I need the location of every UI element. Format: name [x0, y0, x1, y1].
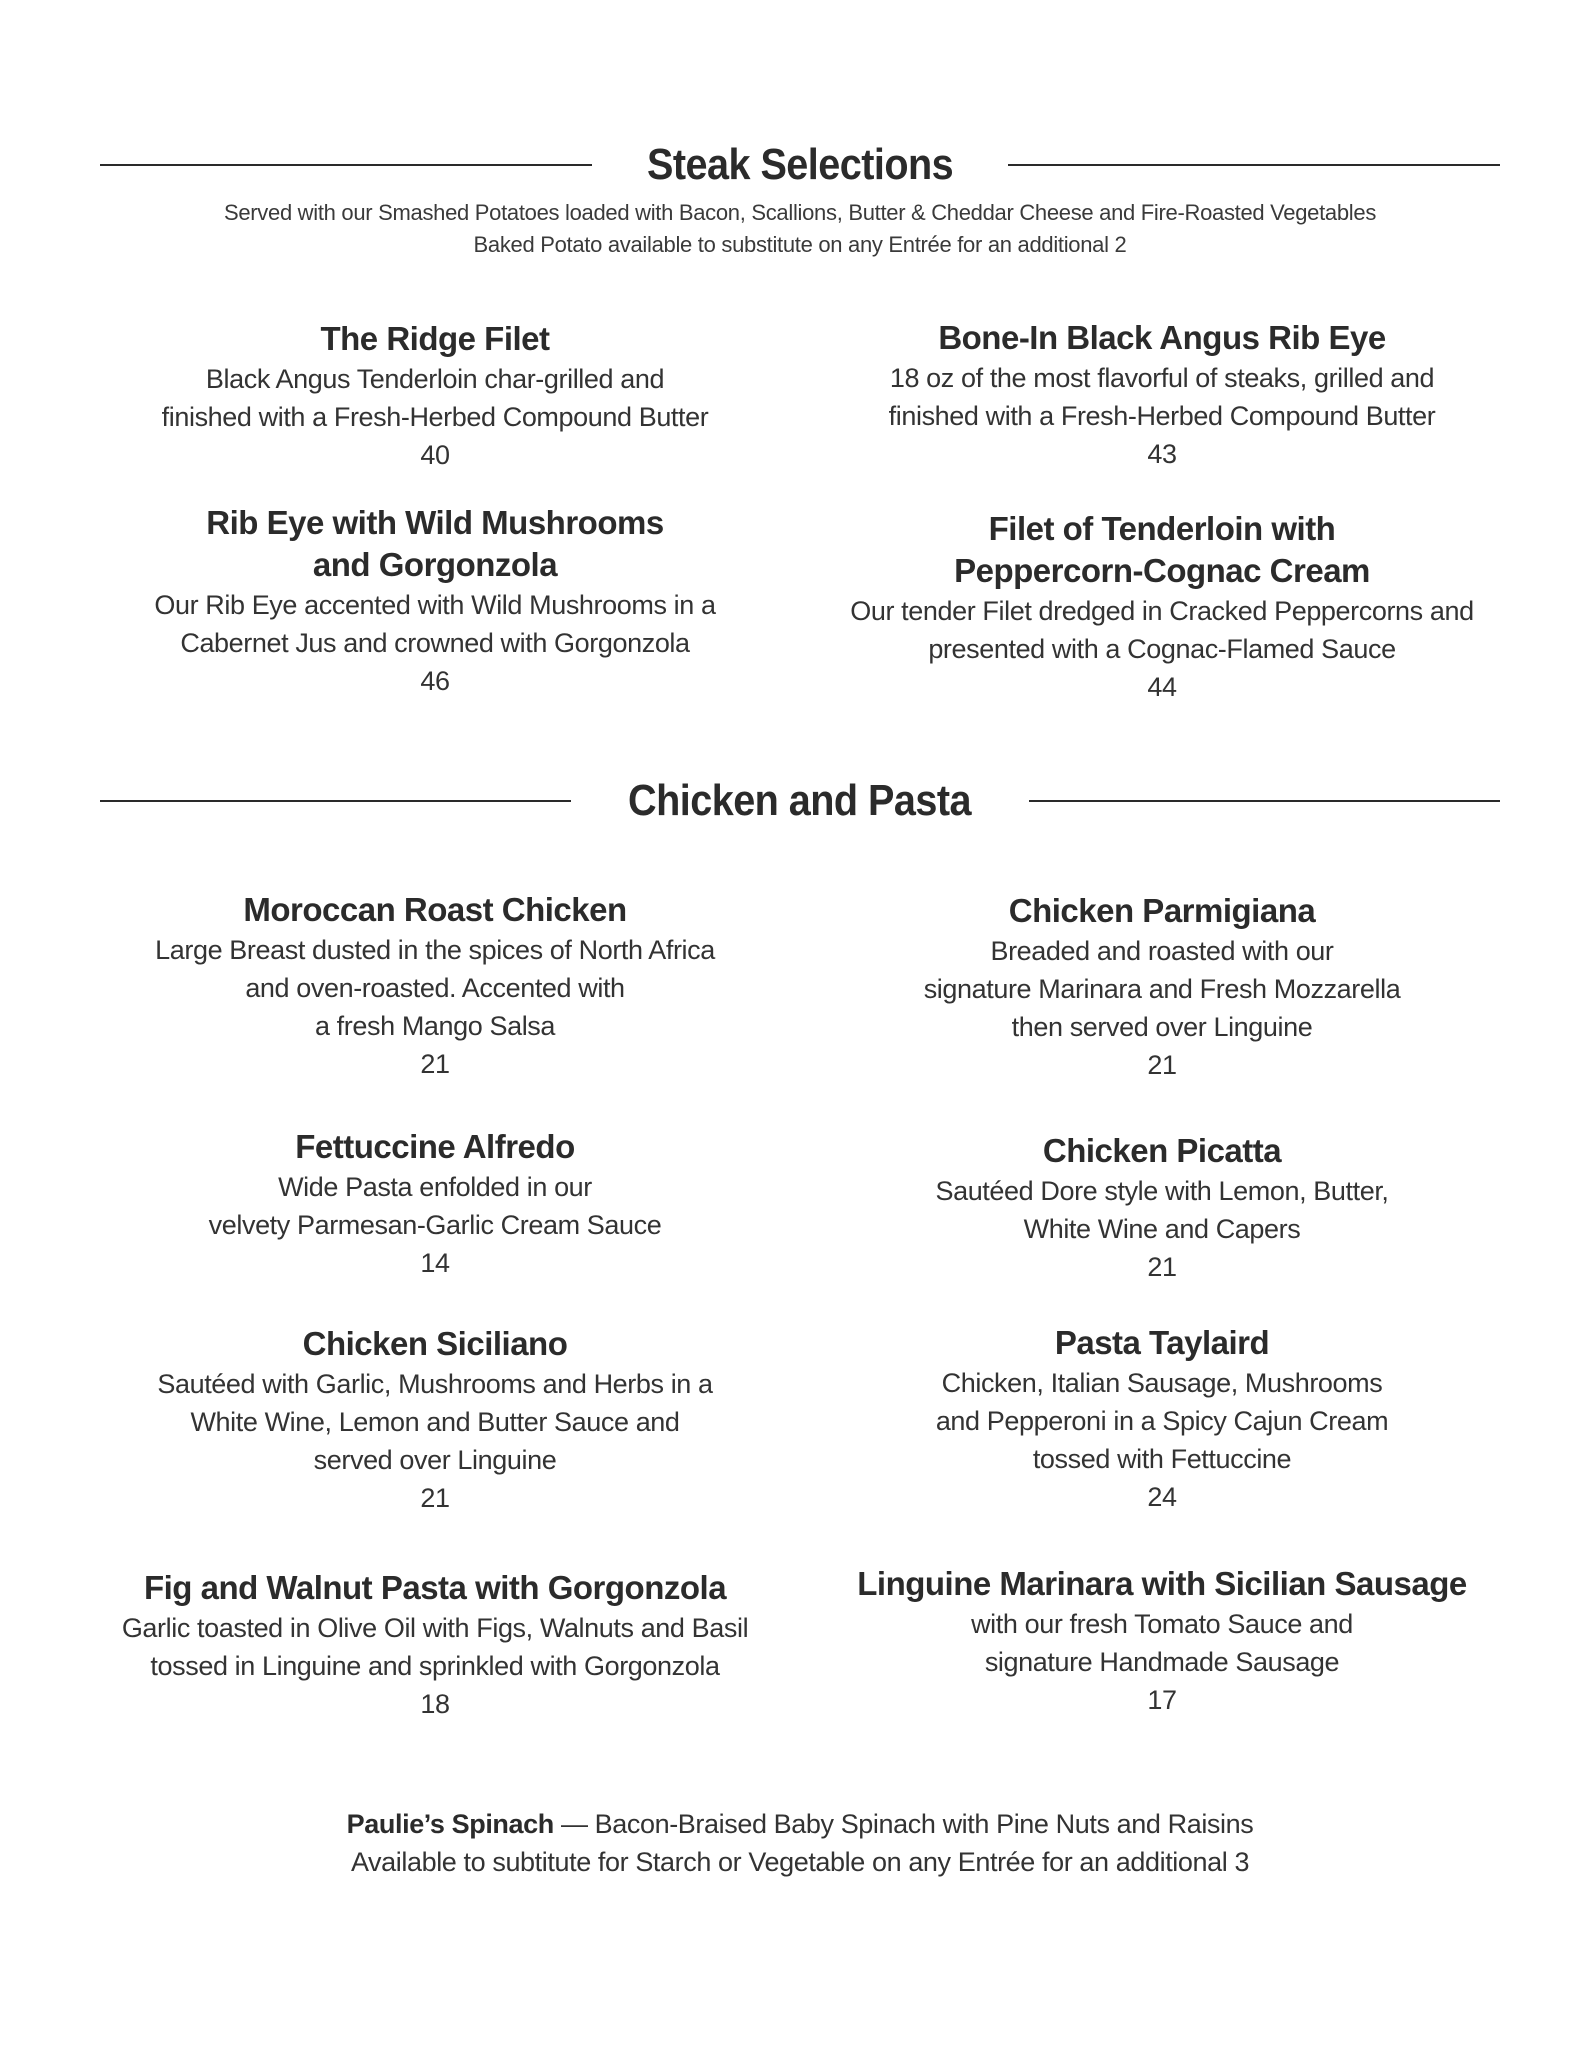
- dish-name: Rib Eye with Wild Mushrooms and Gorgonzola: [206, 504, 664, 583]
- dish-description: tossed in Linguine and sprinkled with Gorgonzola: [150, 1651, 720, 1681]
- dish-price: 43: [1147, 439, 1177, 469]
- dish-name: Fettuccine Alfredo: [295, 1128, 575, 1165]
- dish-description: velvety Parmesan-Garlic Cream Sauce: [208, 1210, 662, 1240]
- dish-description: tossed with Fettuccine: [1032, 1444, 1292, 1474]
- menu-item-filet-peppercorn: [832, 508, 1492, 706]
- dish-price: 18: [420, 1689, 450, 1719]
- dish-price: 46: [420, 666, 450, 696]
- menu-item-bone-in-rib-eye: [832, 317, 1492, 473]
- menu-item-linguine-marinara: [832, 1563, 1492, 1719]
- menu-item-fig-walnut-pasta: [105, 1567, 765, 1723]
- subtitle-line: Baked Potato available to substitute on any Entrée for an additional 2: [473, 232, 1127, 257]
- steak-subtitle: [100, 197, 1500, 261]
- dish-price: 17: [1147, 1685, 1177, 1715]
- dish-price: 14: [420, 1248, 450, 1278]
- dish-name: Chicken Parmigiana: [1008, 892, 1316, 929]
- header-rule-right: [1008, 164, 1500, 166]
- dish-price: 21: [420, 1049, 450, 1079]
- dish-name: Pasta Taylaird: [1054, 1324, 1270, 1361]
- dish-description: Sautéed with Garlic, Mushrooms and Herbs in a: [157, 1369, 713, 1399]
- dish-description: Black Angus Tenderloin char-grilled and: [205, 364, 665, 394]
- dish-description: 18 oz of the most flavorful of steaks, grilled and: [889, 363, 1435, 393]
- dish-price: 21: [1147, 1252, 1177, 1282]
- dish-description: finished with a Fresh-Herbed Compound Butter: [161, 402, 709, 432]
- menu-item-moroccan-roast-chicken: [105, 889, 765, 1083]
- dish-description: White Wine, Lemon and Butter Sauce and: [190, 1407, 680, 1437]
- menu-item-pasta-taylaird: [832, 1322, 1492, 1516]
- dish-description: Our Rib Eye accented with Wild Mushrooms in a: [154, 590, 716, 620]
- header-rule-left: [100, 800, 571, 802]
- dish-price: 21: [420, 1483, 450, 1513]
- menu-item-chicken-picatta: [832, 1130, 1492, 1286]
- dish-description: then served over Linguine: [1011, 1012, 1313, 1042]
- header-rule-right: [1029, 800, 1500, 802]
- header-rule-left: [100, 164, 592, 166]
- dish-name: Fig and Walnut Pasta with Gorgonzola: [143, 1569, 727, 1606]
- dish-description: Breaded and roasted with our: [990, 936, 1334, 966]
- dish-description: a fresh Mango Salsa: [314, 1011, 556, 1041]
- dish-price: 21: [1147, 1050, 1177, 1080]
- dish-name: Chicken Siciliano: [302, 1325, 568, 1362]
- footer-line: Available to subtitute for Starch or Vegetable on any Entrée for an additional 3: [350, 1847, 1250, 1877]
- dish-description: and Pepperoni in a Spicy Cajun Cream: [935, 1406, 1389, 1436]
- chicken-pasta-section-header: [100, 771, 1500, 831]
- section-title: Chicken and Pasta: [628, 776, 972, 825]
- pauliess-spinach-note: [100, 1805, 1500, 1881]
- menu-item-chicken-parmigiana: [832, 890, 1492, 1084]
- menu-item-chicken-siciliano: [105, 1323, 765, 1517]
- dish-description: presented with a Cognac-Flamed Sauce: [928, 634, 1396, 664]
- menu-item-rib-eye-mushrooms: [105, 502, 765, 700]
- dish-description: Chicken, Italian Sausage, Mushrooms: [941, 1368, 1383, 1398]
- dish-price: 24: [1147, 1482, 1177, 1512]
- dish-description: Our tender Filet dredged in Cracked Peppercorns and: [850, 596, 1474, 626]
- dish-description: finished with a Fresh-Herbed Compound Butter: [888, 401, 1436, 431]
- dish-price: 44: [1147, 672, 1177, 702]
- dish-name: Moroccan Roast Chicken: [243, 891, 627, 928]
- dish-name: Linguine Marinara with Sicilian Sausage: [857, 1565, 1467, 1602]
- side-dish-name: Paulie’s Spinach: [346, 1809, 554, 1839]
- dish-description: Large Breast dusted in the spices of North Africa: [155, 935, 715, 965]
- menu-item-fettuccine-alfredo: [105, 1126, 765, 1282]
- dish-name: The Ridge Filet: [320, 320, 550, 357]
- dish-name: Chicken Picatta: [1042, 1132, 1282, 1169]
- dish-name: Bone-In Black Angus Rib Eye: [938, 319, 1386, 356]
- dish-description: White Wine and Capers: [1023, 1214, 1301, 1244]
- dish-description: Wide Pasta enfolded in our: [278, 1172, 592, 1202]
- dish-description: signature Marinara and Fresh Mozzarella: [923, 974, 1401, 1004]
- dish-description: signature Handmade Sausage: [984, 1647, 1340, 1677]
- subtitle-line: Served with our Smashed Potatoes loaded with Bacon, Scallions, Butter & Cheddar Cheese and Fire-Roasted Vegetables: [223, 200, 1377, 225]
- footer-line: [100, 1805, 1500, 1843]
- dish-description: Sautéed Dore style with Lemon, Butter,: [935, 1176, 1389, 1206]
- menu-item-ridge-filet: [105, 318, 765, 474]
- steak-section-header: [100, 135, 1500, 195]
- dish-name: Filet of Tenderloin with Peppercorn-Cognac Cream: [954, 510, 1370, 589]
- dish-price: 40: [420, 440, 450, 470]
- section-title: Steak Selections: [646, 140, 954, 189]
- dish-description: served over Linguine: [313, 1445, 557, 1475]
- dish-description: with our fresh Tomato Sauce and: [971, 1609, 1353, 1639]
- dish-description: and oven-roasted. Accented with: [245, 973, 625, 1003]
- side-dish-description: — Bacon-Braised Baby Spinach with Pine Nuts and Raisins: [553, 1809, 1254, 1839]
- dish-description: Cabernet Jus and crowned with Gorgonzola: [180, 628, 690, 658]
- dish-description: Garlic toasted in Olive Oil with Figs, Walnuts and Basil: [121, 1613, 749, 1643]
